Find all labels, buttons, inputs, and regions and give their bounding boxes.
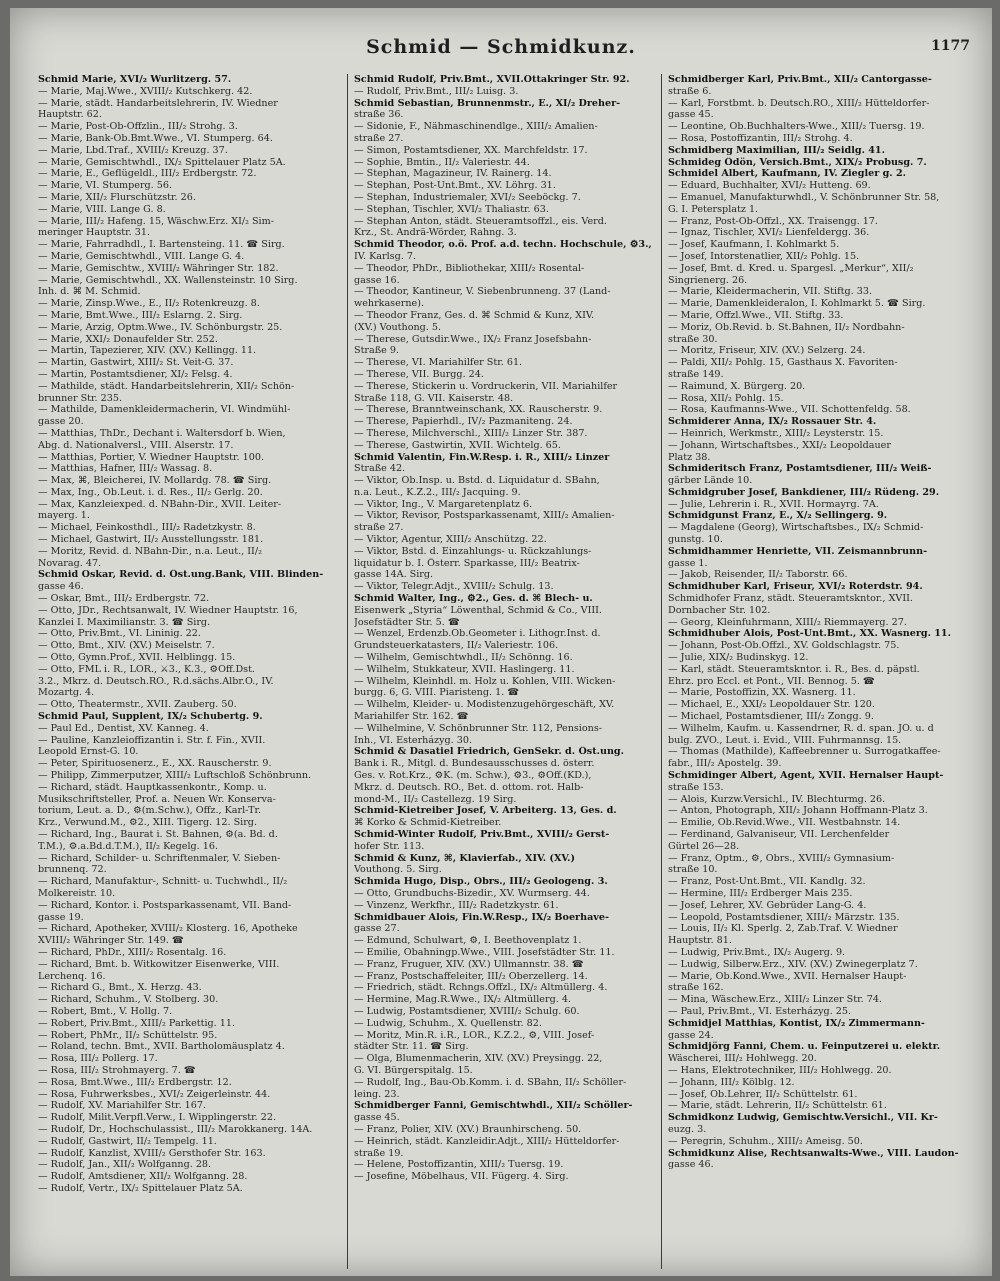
entry-line: — Moriz, Ob.Revid. b. St.Bahnen, II/₂ Nordbahn- [668,321,905,333]
entry-heading: Schmidjörg Fanni, Chem. u. Feinputzerei u. elektr. [668,1041,941,1053]
entry-line: straße 162. [668,982,724,994]
entry-line: — Viktor, Agentur, XIII/₂ Anschützg. 22. [354,534,547,546]
entry-line: — Peter, Spirituosenerz., E., XX. Rauscherstr. 9. [38,758,272,770]
entry-line: — Moritz, Revid. d. NBahn-Dir., n.a. Leut., II/₂ [38,545,262,557]
entry-heading: Schmidkunz Alise, Rechtsanwalts-Wwe., VIII. Laudon- [668,1147,959,1159]
entry-line: — Richard G., Bmt., X. Herzg. 43. [38,982,202,994]
entry-line: — Stephan, Magazineur, IV. Rainerg. 14. [354,168,552,180]
entry-line: — Franz, Post-Ob-Offzl., XX. Traisengg. 17. [668,215,878,227]
entry-line: — Franz, Post-Unt.Bmt., VII. Kandlg. 32. [668,876,866,888]
entry-line: — Wilhelmine, V. Schönbrunner Str. 112, Pensions- [354,722,602,734]
entry-line: — Ludwig, Postamtsdiener, XVIII/₂ Schulg. 60. [354,1005,580,1017]
entry-line: — Theodor, PhDr., Bibliothekar, XIII/₂ Rosental- [354,262,585,274]
entry-line: — Stephan, Post-Unt.Bmt., XV. Löhrg. 31. [354,180,556,192]
entry-line: — Otto, Grundbuchs-Bizedir., XV. Wurmserg. 44. [354,887,590,899]
entry-line: — Pauline, Kanzleioffizantin i. Str. f. Fin., XVII. [38,734,266,746]
entry-line: Novarag. 47. [38,557,102,569]
entry-line: XVIII/₂ Währinger Str. 149. ☎ [38,935,184,947]
entry-line: — Therese, Gastwirtin, XVII. Wichtelg. 65. [354,439,561,451]
entry-line: gasse 16. [354,274,400,286]
entry-line: — Marie, Postoffizin, XX. Wasnerg. 11. [668,687,856,699]
entry-line: — Richard, Apotheker, XVIII/₂ Klosterg. 16, Apotheke [38,923,298,935]
entry-line: gasse 45. [354,1112,400,1124]
entry-heading: Schmiderer Anna, IX/₂ Rossauer Str. 4. [668,416,877,428]
entry-heading: Schmidhuber Karl, Friseur, XVI/₂ Roterdstr. 94. [668,581,923,593]
entry-line: — Rudolf, Priv.Bmt., III/₂ Luisg. 3. [354,85,519,97]
entry-line: — Alois, Kurzw.Versichl., IV. Blechturmg. 26. [668,793,886,805]
entry-line: — Karl, Forstbmt. b. Deutsch.RO., XIII/₂ Hütteldorfer- [668,97,930,109]
entry-line: — Marie, Zinsp.Wwe., E., II/₂ Rotenkreuzg. 8. [38,298,260,310]
entry-heading: Schmid Marie, XVI/₂ Wurlitzerg. 57. [38,74,232,85]
entry-line: — Robert, Bmt., V. Hollg. 7. [38,1005,173,1017]
entry-line: — Therese, Branntweinschank, XX. Rauscherstr. 9. [354,404,603,416]
entry-line: — Martin, Tapezierer, XIV. (XV.) Kellingg. 11. [38,345,257,357]
column-divider [347,74,348,1269]
entry-line: Krz., St. Andrä-Wörder, Rahng. 3. [354,227,517,239]
entry-line: — Josef, Bmt. d. Kred. u. Spargesl. „Merkur“, XII/₂ [668,262,914,274]
entry-line: — Marie, III/₂ Hafeng. 15, Wäschw.Erz. XI/₂ Sim- [38,215,274,227]
entry-line: — Marie, XXI/₂ Donaufelder Str. 252. [38,333,218,345]
page-header [10,36,992,66]
entry-heading: Schmidbauer Alois, Fin.W.Resp., IX/₂ Boerhave- [354,911,609,923]
entry-line: IV. Karlsg. 7. [354,250,416,262]
entry-line: — Helene, Postoffizantin, XIII/₂ Tuersg. 19. [354,1159,564,1171]
entry-heading: Schmid Walter, Ing., ⚙2., Ges. d. ⌘ Blech- u. [354,593,593,605]
entry-line: — Marie, Offzl.Wwe., VII. Stiftg. 33. [668,309,844,321]
entry-line: — Stephan, Industriemaler, XVI/₂ Seeböckg. 7. [354,191,581,203]
entry-heading: Schmidhuber Alois, Post-Unt.Bmt., XX. Wasnerg. 11. [668,628,951,640]
entry-line: — Leontine, Ob.Buchhalters-Wwe., XIII/₂ Tuersg. 19. [668,121,925,133]
entry-line: mayerg. 1. [38,510,90,522]
entry-line: straße 149. [668,368,724,380]
entry-line: — Max, ⌘, Bleicherei, IV. Mollardg. 78. ☎ Sirg. [38,475,272,487]
entry-line: — Jakob, Reisender, II/₂ Taborstr. 66. [668,569,848,581]
entry-line: Schmidhofer Franz, städt. Steueramtskntor., XVII. [668,593,913,605]
entry-line: — Mathilde, Damenkleidermacherin, VI. Windmühl- [38,404,291,416]
entry-line: brunnenq. 72. [38,864,107,876]
entry-line: Leopold Ernst-G. 10. [38,746,139,758]
entry-line: — Rudolf, Kanzlist, XVIII/₂ Gersthofer Str. 163. [38,1147,266,1159]
entry-line: — Richard, Bmt. b. Witkowitzer Eisenwerke, VIII. [38,958,280,970]
entry-heading: Schmid-Winter Rudolf, Priv.Bmt., XVIII/₂ Gerst- [354,829,610,840]
entry-line: gasse 20. [38,416,84,428]
entry-line: — Max, Ing., Ob.Leut. i. d. Res., II/₂ Gerlg. 20. [38,486,263,498]
entry-line: brunner Str. 235. [38,392,122,404]
entry-line: — Michael, Feinkosthdl., III/₂ Radetzkystr. 8. [38,522,256,534]
entry-line: — Matthias, Hafner, III/₂ Wassag. 8. [38,463,213,475]
entry-line: mond-M., II/₂ Castellezg. 19 Sirg. [354,793,517,805]
entry-line: — Moritz, Friseur, XIV. (XV.) Selzerg. 24. [668,345,866,357]
entry-line: — Sophie, Bmtin., II/₂ Valeriestr. 44. [354,156,530,168]
entry-line: — Wilhelm, Kleinhdl. m. Holz u. Kohlen, VIII. Wicken- [354,675,616,687]
entry-line: — Therese, VII. Burgg. 24. [354,368,484,380]
entry-line: — Max, Kanzleiexped. d. NBahn-Dir., XVII. Leiter- [38,498,282,510]
entry-line: — Otto, Priv.Bmt., VI. Lininig. 22. [38,628,201,640]
entry-line: — Josef, Ob.Lehrer, II/₂ Schüttelstr. 61. [668,1088,858,1100]
entry-heading: Schmidgunst Franz, E., X/₂ Sellingerg. 9. [668,510,888,522]
entry-line: — Marie, Bank-Ob.Bmt.Wwe., VI. Stumperg. 64. [38,132,273,144]
entry-line: — Wilhelm, Kleider- u. Modistenzugehörgeschäft, XV. [354,699,615,711]
entry-heading: Schmidhammer Henriette, VII. Zeismannbrunn- [668,545,928,557]
entry-heading: Schmidberger Fanni, Gemischtwhdl., XII/₂ Schöller- [354,1100,633,1112]
entry-line: — Edmund, Schulwart, ⚙, I. Beethovenplatz 1. [354,935,582,947]
entry-line: — Moritz, Min.R. i.R., LOR., K.Z.2., ⚙, VIII. Josef- [354,1029,595,1041]
entry-line: — Therese, Papierhdl., IV/₂ Pazmaniteng. 24. [354,416,573,428]
entry-line: — Rosa, Kaufmanns-Wwe., VII. Schottenfeldg. 58. [668,404,911,416]
entry-line: Straße 42. [354,463,406,475]
entry-line: Mozartg. 4. [38,687,95,699]
entry-line: Josefstädter Str. 5. ☎ [354,616,460,628]
entry-line: — Marie, Arzig, Optm.Wwe., IV. Schönburgstr. 25. [38,321,283,333]
entry-line: Krz., Verwund.M., ⚙2., XIII. Tigerg. 12. Sirg. [38,817,257,829]
directory-column-1 [38,74,338,1274]
entry-line: — Robert, Priv.Bmt., XIII/₂ Parkettig. 11. [38,1017,236,1029]
entry-line: — Richard, Manufaktur-, Schnitt- u. Tuchwhdl., II/₂ [38,876,288,888]
entry-line: — Wenzel, Erdenzb.Ob.Geometer i. Lithogr.Inst. d. [354,628,601,640]
entry-line: Musikschriftsteller, Prof. a. Neuen Wr. Konserva- [38,793,276,805]
entry-heading: Schmidkonz Ludwig, Gemischtw.Versichl., VII. Kr- [668,1112,938,1124]
entry-line: — Marie, Post-Ob-Offzlin., III/₂ Strohg. 3. [38,121,238,133]
entry-heading: Schmid-Kietreiber Josef, V. Arbeiterg. 13, Ges. d. [354,805,617,817]
entry-line: — Richard, Schuhm., V. Stolberg. 30. [38,994,219,1006]
entry-line: straße 30. [668,333,718,345]
entry-line: gunstg. 10. [668,534,723,546]
entry-line: — Georg, Kleinfuhrmann, XIII/₂ Riemmayerg. 27. [668,616,907,628]
entry-line: — Rosa, Postoffizantin, III/₂ Strohg. 4. [668,132,853,144]
entry-line: — Rudolf, Vertr., IX/₂ Spittelauer Platz 5A. [38,1182,243,1194]
entry-line: — Martin, Postamtsdiener, XI/₂ Felsg. 4. [38,368,233,380]
entry-line: Inh. d. ⌘ M. Schmid. [38,286,141,298]
entry-heading: Schmidel Albert, Kaufmann, IV. Ziegler g. 2. [668,168,906,180]
entry-line: — Franz, Postschaffeleiter, III/₂ Oberzellerg. 14. [354,970,588,982]
entry-line: — Otto, Gymn.Prof., XVII. Helblingg. 15. [38,652,236,664]
entry-line: — Emilie, Obahningp.Wwe., VIII. Josefstädter Str. 11. [354,946,615,958]
entry-line: — Therese, Gutsdir.Wwe., IX/₂ Franz Josefsbahn- [354,333,592,345]
entry-line: — Eduard, Buchhalter, XVI/₂ Hutteng. 69. [668,180,871,192]
entry-line: Straße 9. [354,345,400,357]
entry-line: straße 19. [354,1147,404,1159]
entry-line: liquidatur b. I. Österr. Sparkasse, III/₂ Beatrix- [354,557,580,569]
entry-line: hofer Str. 113. [354,840,425,852]
entry-line: — Ignaz, Tischler, XVI/₂ Lienfeldergg. 36. [668,227,870,239]
entry-line: — Richard, Kontor. i. Postsparkassenamt, VII. Band- [38,899,292,911]
entry-line: städter Str. 11. ☎ Sirg. [354,1041,469,1053]
entry-line: — Rudolf, Dr., Hochschulassist., III/₂ Marokkanerg. 14A. [38,1123,313,1135]
column-divider [661,74,662,1269]
entry-line: Kanzlei I. Maximilianstr. 3. ☎ Sirg. [38,616,211,628]
entry-line: Ehrz. pro Eccl. et Pont., VII. Bennog. 5. ☎ [668,675,875,687]
entry-line: — Peregrin, Schuhm., XIII/₂ Ameisg. 50. [668,1135,863,1147]
entry-line: — Otto, Theatermstr., XVII. Zauberg. 50. [38,699,237,711]
entry-line: — Stephan, Tischler, XVI/₂ Thaliastr. 63. [354,203,549,215]
entry-line: Molkereistr. 10. [38,887,116,899]
entry-line: Vouthong. 5. Sirg. [354,864,442,876]
entry-line: gärber Lände 10. [668,475,753,487]
entry-line: — Marie, E., Geflügeldl., III/₂ Erdbergstr. 72. [38,168,257,180]
entry-line: — Robert, PhMr., II/₂ Schüttelstr. 95. [38,1029,218,1041]
entry-line: — Ludwig, Silberw.Erz., XIV. (XV.) Zwinegerplatz 7. [668,958,918,970]
entry-line: Singrienerg. 26. [668,274,748,286]
entry-line: — Richard, Schilder- u. Schriftenmaler, V. Sieben- [38,852,281,864]
entry-line: — Therese, VI. Mariahilfer Str. 61. [354,357,523,369]
entry-line: — Rosa, Fuhrwerksbes., XVI/₂ Zeigerleinstr. 44. [38,1088,271,1100]
entry-line: — Philipp, Zimmerputzer, XIII/₂ Luftschloß Schönbrunn. [38,770,312,782]
entry-line: — Julie, XIX/₂ Budinskyg. 12. [668,652,809,664]
entry-line: n.a. Leut., K.Z.2., III/₂ Jacquing. 9. [354,486,521,498]
entry-line: — Viktor, Telegr.Adjt., XVIII/₂ Schulg. 13. [354,581,554,593]
entry-line: Bank i. R., Mitgl. d. Bundesausschusses d. österr. [354,758,595,770]
entry-line: — Therese, Milchverschl., XIII/₂ Linzer Str. 387. [354,427,588,439]
entry-line: — Rudolf, Gastwirt, II/₂ Tempelg. 11. [38,1135,217,1147]
entry-line: — Emanuel, Manufakturwhdl., V. Schönbrunner Str. 58, [668,191,940,203]
entry-line: — Franz, Optm., ⚙, Obrs., XVIII/₂ Gymnasium- [668,852,895,864]
entry-line: — Theodor Franz, Ges. d. ⌘ Schmid & Kunz, XIV. [354,309,595,321]
entry-line: Mkrz. d. Deutsch. RO., Bet. d. ottom. rot. Halb- [354,781,584,793]
entry-line: — Mina, Wäschew.Erz., XIII/₂ Linzer Str. 74. [668,994,882,1006]
entry-line: straße 36. [354,109,404,121]
entry-line: gasse 1. [668,557,708,569]
entry-line: Lerchenq. 16. [38,970,106,982]
entry-line: — Marie, Fahrradhdl., I. Bartensteing. 11. ☎ Sirg. [38,239,285,251]
entry-line: straße 10. [668,864,718,876]
entry-line: — Richard, städt. Hauptkassenkontr., Komp. u. [38,781,267,793]
directory-column-2 [354,74,654,1274]
entry-line: — Viktor, Ing., V. Margaretenplatz 6. [354,498,533,510]
entry-line: straße 27. [354,522,404,534]
entry-line: — Franz, Fruguer, XIV. (XV.) Ullmannstr. 38. ☎ [354,958,584,970]
entry-line: — Michael, E., XXI/₂ Leopoldauer Str. 120. [668,699,875,711]
entry-line: 3.2., Mkrz. d. Deutsch.RO., R.d.sächs.Albr.O., IV. [38,675,274,687]
entry-line: — Paul Ed., Dentist, XV. Kanneg. 4. [38,722,209,734]
entry-line: torium, Leut. a. D., ⚙(m.Schw.), Offz., Karl-Tr. [38,805,262,817]
entry-line: — Matthias, ThDr., Dechant i. Waltersdorf b. Wien, [38,427,286,439]
entry-heading: Schmid Theodor, o.ö. Prof. a.d. techn. Hochschule, ⚙3., [354,239,652,251]
entry-line: Platz 38. [668,451,711,463]
entry-line: — Wilhelm, Stukkateur, XVII. Haslingerg. 11. [354,663,575,675]
entry-line: — Johann, Post-Ob.Offzl., XV. Goldschlagstr. 75. [668,640,900,652]
entry-line: Grundsteuerkatasters, II/₂ Valeriestr. 106. [354,640,559,652]
entry-line: — Viktor, Bstd. d. Einzahlungs- u. Rückzahlungs- [354,545,592,557]
entry-line: — Marie, städt. Handarbeitslehrerin, IV. Wiedner [38,97,278,109]
page-number: 1177 [931,38,970,54]
entry-line: — Rudolf, Jan., XII/₂ Wolfganng. 28. [38,1159,212,1171]
entry-line: — Viktor, Revisor, Postsparkassenamt, XIII/₂ Amalien- [354,510,615,522]
entry-line: G. I. Petersplatz 1. [668,203,759,215]
entry-line: (XV.) Vouthong. 5. [354,321,442,333]
entry-line: gasse 45. [668,109,714,121]
entry-line: — Theodor, Kantineur, V. Siebenbrunneng. 37 (Land- [354,286,611,298]
entry-line: — Karl, städt. Steueramtskntor. i. R., Bes. d. päpstl. [668,663,920,675]
entry-line: — Rudolf, XV. Mariahilfer Str. 167. [38,1100,207,1112]
entry-line: — Rudolf, Amtsdiener, XII/₂ Wolfganng. 28. [38,1171,248,1183]
entry-heading: Schmid Valentin, Fin.W.Resp. i. R., XIII/₂ Linzer [354,451,610,463]
entry-line: — Therese, Stickerin u. Vordruckerin, VII. Mariahilfer [354,380,618,392]
entry-line: — Heinrich, städt. Kanzleidir.Adjt., XIII/₂ Hütteldorfer- [354,1135,620,1147]
entry-line: — Marie, Maj.Wwe., XVIII/₂ Kutschkerg. 42. [38,85,253,97]
entry-line: gasse 27. [354,923,400,935]
entry-line: — Otto, FML i. R., LOR., ⚔3., K.3., ⚙Off.Dst. [38,663,255,675]
entry-line: — Wilhelm, Kaufm. u. Kassendrner, R. d. span. JO. u. d [668,722,934,734]
entry-line: — Martin, Gastwirt, XIII/₂ St. Veit-G. 37. [38,357,234,369]
entry-line: Eisenwerk „Styria“ Löwenthal, Schmid & Co., VIII. [354,604,602,616]
entry-line: — Heinrich, Werkmstr., XIII/₂ Leysterstr. 15. [668,427,884,439]
entry-line: — Josef, Kaufmann, I. Kohlmarkt 5. [668,239,840,251]
entry-heading: Schmidgruber Josef, Bankdiener, III/₂ Rüdeng. 29. [668,486,940,498]
page-title: Schmid — Schmidkunz. [366,36,636,58]
entry-line: leing. 23. [354,1088,400,1100]
entry-line: — Marie, Gemischtwhdl., IX/₂ Spittelauer Platz 5A. [38,156,286,168]
entry-line: — Oskar, Bmt., III/₂ Erdbergstr. 72. [38,593,210,605]
entry-line: — Michael, Gastwirt, II/₂ Ausstellungsstr. 181. [38,534,264,546]
entry-line: — Richard, PhDr., XIII/₂ Rosentalg. 16. [38,946,227,958]
entry-line: Abg. d. Nationalversl., VIII. Alserstr. 17. [38,439,234,451]
entry-line: straße 6. [668,85,712,97]
entry-line: — Emilie, Ob.Revid.Wwe., VII. Westbahnstr. 14. [668,817,901,829]
entry-line: — Julie, Lehrerin i. R., XVII. Hormayrg. 7A. [668,498,879,510]
entry-line: — Anton, Photograph, XII/₂ Johann Hoffmann-Platz 3. [668,805,928,817]
entry-line: — Leopold, Postamtsdiener, XIII/₂ Märzstr. 135. [668,911,900,923]
entry-line: — Ludwig, Schuhm., X. Quellenstr. 82. [354,1017,542,1029]
entry-line: Straße 118, G. VII. Kaiserstr. 48. [354,392,514,404]
entry-line: — Thomas (Mathilde), Kaffeebrenner u. Surrogatkaffee- [668,746,941,758]
entry-line: — Marie, Gemischtwhdl., XX. Wallensteinstr. 10 Sirg. [38,274,298,286]
entry-heading: Schmida Hugo, Disp., Obrs., III/₂ Geologeng. 3. [354,876,608,888]
entry-line: — Paul, Priv.Bmt., VI. Esterházyg. 25. [668,1005,852,1017]
entry-line: — Olga, Blumenmacherin, XIV. (XV.) Preysingg. 22, [354,1053,603,1065]
entry-line: — Hermine, Mag.R.Wwe., IX/₂ Altmüllerg. 4. [354,994,571,1006]
entry-line: — Raimund, X. Bürgerg. 20. [668,380,806,392]
entry-line: — Johann, III/₂ Kölblg. 12. [668,1076,795,1088]
entry-heading: Schmid Paul, Supplent, IX/₂ Schubertg. 9. [38,711,263,723]
entry-heading: Schmid Rudolf, Priv.Bmt., XVII.Ottakringer Str. 92. [354,74,630,85]
entry-line: Inh., VI. Esterházyg. 30. [354,734,473,746]
entry-line: burgg. 6, G. VIII. Piaristeng. 1. ☎ [354,687,520,699]
entry-line: — Hans, Elektrotechniker, III/₂ Hohlwegg. 20. [668,1064,892,1076]
entry-line: — Mathilde, städt. Handarbeitslehrerin, XII/₂ Schön- [38,380,295,392]
entry-line: Hauptstr. 62. [38,109,102,121]
entry-line: straße 153. [668,781,724,793]
entry-line: bulg. ZVO., Leut. i. Evid., VIII. Fuhrmannsg. 15. [668,734,902,746]
entry-line: — Marie, Gemischtw., XVIII/₂ Währinger Str. 182. [38,262,279,274]
entry-line: — Marie, Lbd.Traf., XVIII/₂ Kreuzg. 37. [38,144,228,156]
entry-line: — Josef, Intorstenatlier, XII/₂ Pohlg. 15. [668,250,860,262]
entry-line: — Marie, Kleidermacherin, VII. Stiftg. 33. [668,286,872,298]
entry-line: ⌘ Korko & Schmid-Kietreiber. [354,817,502,829]
entry-line: — Marie, XII/₂ Flurschützstr. 26. [38,191,196,203]
entry-heading: Schmidberg Maximilian, III/₂ Seidlg. 41. [668,144,885,156]
entry-line: — Marie, Ob.Kond.Wwe., XVII. Hernalser Haupt- [668,970,907,982]
entry-line: — Magdalene (Georg), Wirtschaftsbes., IX/₂ Schmid- [668,522,924,534]
entry-line: — Rudolf, Ing., Bau-Ob.Komm. i. d. SBahn, II/₂ Schöller- [354,1076,627,1088]
entry-heading: Schmidinger Albert, Agent, XVII. Hernalser Haupt- [668,770,944,782]
entry-line: — Ludwig, Priv.Bmt., IX/₂ Augerg. 9. [668,946,846,958]
entry-heading: Schmideritsch Franz, Postamtsdiener, III/₂ Weiß- [668,463,932,475]
entry-line: T.M.), ⚙.a.Bd.d.T.M.), II/₂ Kegelg. 16. [38,840,219,852]
entry-line: — Josefine, Möbelhaus, VII. Fügerg. 4. Sirg. [354,1171,569,1183]
entry-line: — Rudolf, Milit.Verpfl.Verw., I. Wipplingerstr. 22. [38,1112,277,1124]
entry-line: — Roland, techn. Bmt., XVII. Bartholomäusplatz 4. [38,1041,285,1053]
entry-line: fabr., III/₂ Apostelg. 39. [668,758,782,770]
entry-line: — Marie, Bmt.Wwe., III/₂ Eslarng. 2. Sirg. [38,309,243,321]
entry-line: — Marie, Damenkleideralon, I. Kohlmarkt 5. ☎ Sirg. [668,298,926,310]
entry-line: — Hermine, III/₂ Erdberger Mais 235. [668,887,853,899]
entry-line: — Otto, Bmt., XIV. (XV.) Meiselstr. 7. [38,640,215,652]
entry-heading: Schmideg Ödön, Versich.Bmt., XIX/₂ Probusg. 7. [668,156,927,168]
entry-heading: Schmid & Kunz, ⌘, Klavierfab., XIV. (XV.) [354,852,576,864]
entry-line: — Josef, Lehrer, XV. Gebrüder Lang-G. 4. [668,899,867,911]
entry-line: — Richard, Ing., Baurat i. St. Bahnen, ⚙(a. Bd. d. [38,829,278,840]
entry-line: — Marie, Gemischtwhdl., VIII. Lange G. 4. [38,250,245,262]
entry-line: wehrkaserne). [354,298,425,310]
entry-line: gasse 19. [38,911,84,923]
directory-columns [38,74,978,1274]
entry-line: Wäscherei, III/₂ Hohlwegg. 20. [668,1053,817,1065]
entry-line: — Rosa, XII/₂ Pohlg. 15. [668,392,784,404]
directory-column-3 [668,74,968,1274]
entry-line: — Franz, Polier, XIV. (XV.) Braunhirscheng. 50. [354,1123,582,1135]
entry-line: — Ferdinand, Galvaniseur, VII. Lerchenfelder [668,829,890,840]
entry-line: — Marie, städt. Lehrerin, II/₂ Schüttelstr. 61. [668,1100,887,1112]
entry-heading: Schmid Sebastian, Brunnenmstr., E., XI/₂ Dreher- [354,97,621,109]
entry-line: gasse 46. [668,1159,714,1171]
entry-line: — Sidonie, F., Nähmaschinendlge., XIII/₂ Amalien- [354,121,598,133]
entry-line: — Simon, Postamtsdiener, XX. Marchfeldstr. 17. [354,144,588,156]
entry-line: Dornbacher Str. 102. [668,604,771,616]
entry-line: — Vinzenz, Werkfhr., III/₂ Radetzkystr. 61. [354,899,559,911]
entry-line: meringer Hauptstr. 31. [38,227,150,239]
entry-line: — Marie, VIII. Lange G. 8. [38,203,166,215]
entry-line: — Rosa, III/₂ Pollerg. 17. [38,1053,158,1065]
entry-heading: Schmid & Dasatiel Friedrich, GenSekr. d. Öst.ung. [354,746,624,758]
entry-line: gasse 46. [38,581,84,593]
entry-line: euzg. 3. [668,1123,707,1135]
entry-line: gasse 14A. Sirg. [354,569,434,581]
entry-line: G. VI. Bürgerspitalg. 15. [354,1064,473,1076]
entry-line: — Stephan Anton, städt. Steueramtsoffzl., eis. Verd. [354,215,607,227]
entry-line: Ges. v. Rot.Krz., ⚙K. (m. Schw.), ⚙3., ⚙Off.(KD.), [354,770,592,782]
entry-line: — Rosa, III/₂ Strohmayerg. 7. ☎ [38,1064,196,1076]
entry-line: — Rosa, Bmt.Wwe., III/₂ Erdbergstr. 12. [38,1076,232,1088]
entry-line: — Johann, Wirtschaftsbes., XXI/₂ Leopoldauer [668,439,891,451]
entry-line: — Paldi, XII/₂ Pohlg. 15, Gasthaus X. Favoriten- [668,357,898,369]
entry-line: — Matthias, Portier, V. Wiedner Hauptstr. 100. [38,451,264,463]
entry-line: Mariahilfer Str. 162. ☎ [354,711,469,723]
entry-line: — Wilhelm, Gemischtwhdl., II/₂ Schönng. 16. [354,652,573,664]
entry-line: — Otto, JDr., Rechtsanwalt, IV. Wiedner Hauptstr. 16, [38,604,298,616]
entry-line: — Viktor, Ob.Insp. u. Bstd. d. Liquidatur d. SBahn, [354,475,600,487]
entry-line: straße 27. [354,132,404,144]
entry-line: Hauptstr. 81. [668,935,732,947]
directory-page [10,8,992,1276]
entry-heading: Schmid Oskar, Revid. d. Öst.ung.Bank, VIII. Blinden- [38,569,324,581]
entry-line: — Michael, Postamtsdiener, III/₂ Zongg. 9. [668,711,874,723]
entry-line: Gürtel 26—28. [668,840,740,852]
entry-line: — Marie, VI. Stumperg. 56. [38,180,173,192]
entry-heading: Schmidjel Matthias, Kontist, IX/₂ Zimmermann- [668,1017,925,1029]
entry-line: — Louis, II/₂ Kl. Sperlg. 2, Zab.Traf. V. Wiedner [668,923,898,935]
entry-line: — Friedrich, städt. Rchngs.Offzl., IX/₂ Altmüllerg. 4. [354,982,608,994]
entry-line: gasse 24. [668,1029,714,1041]
entry-heading: Schmidberger Karl, Priv.Bmt., XII/₂ Cantorgasse- [668,74,932,85]
